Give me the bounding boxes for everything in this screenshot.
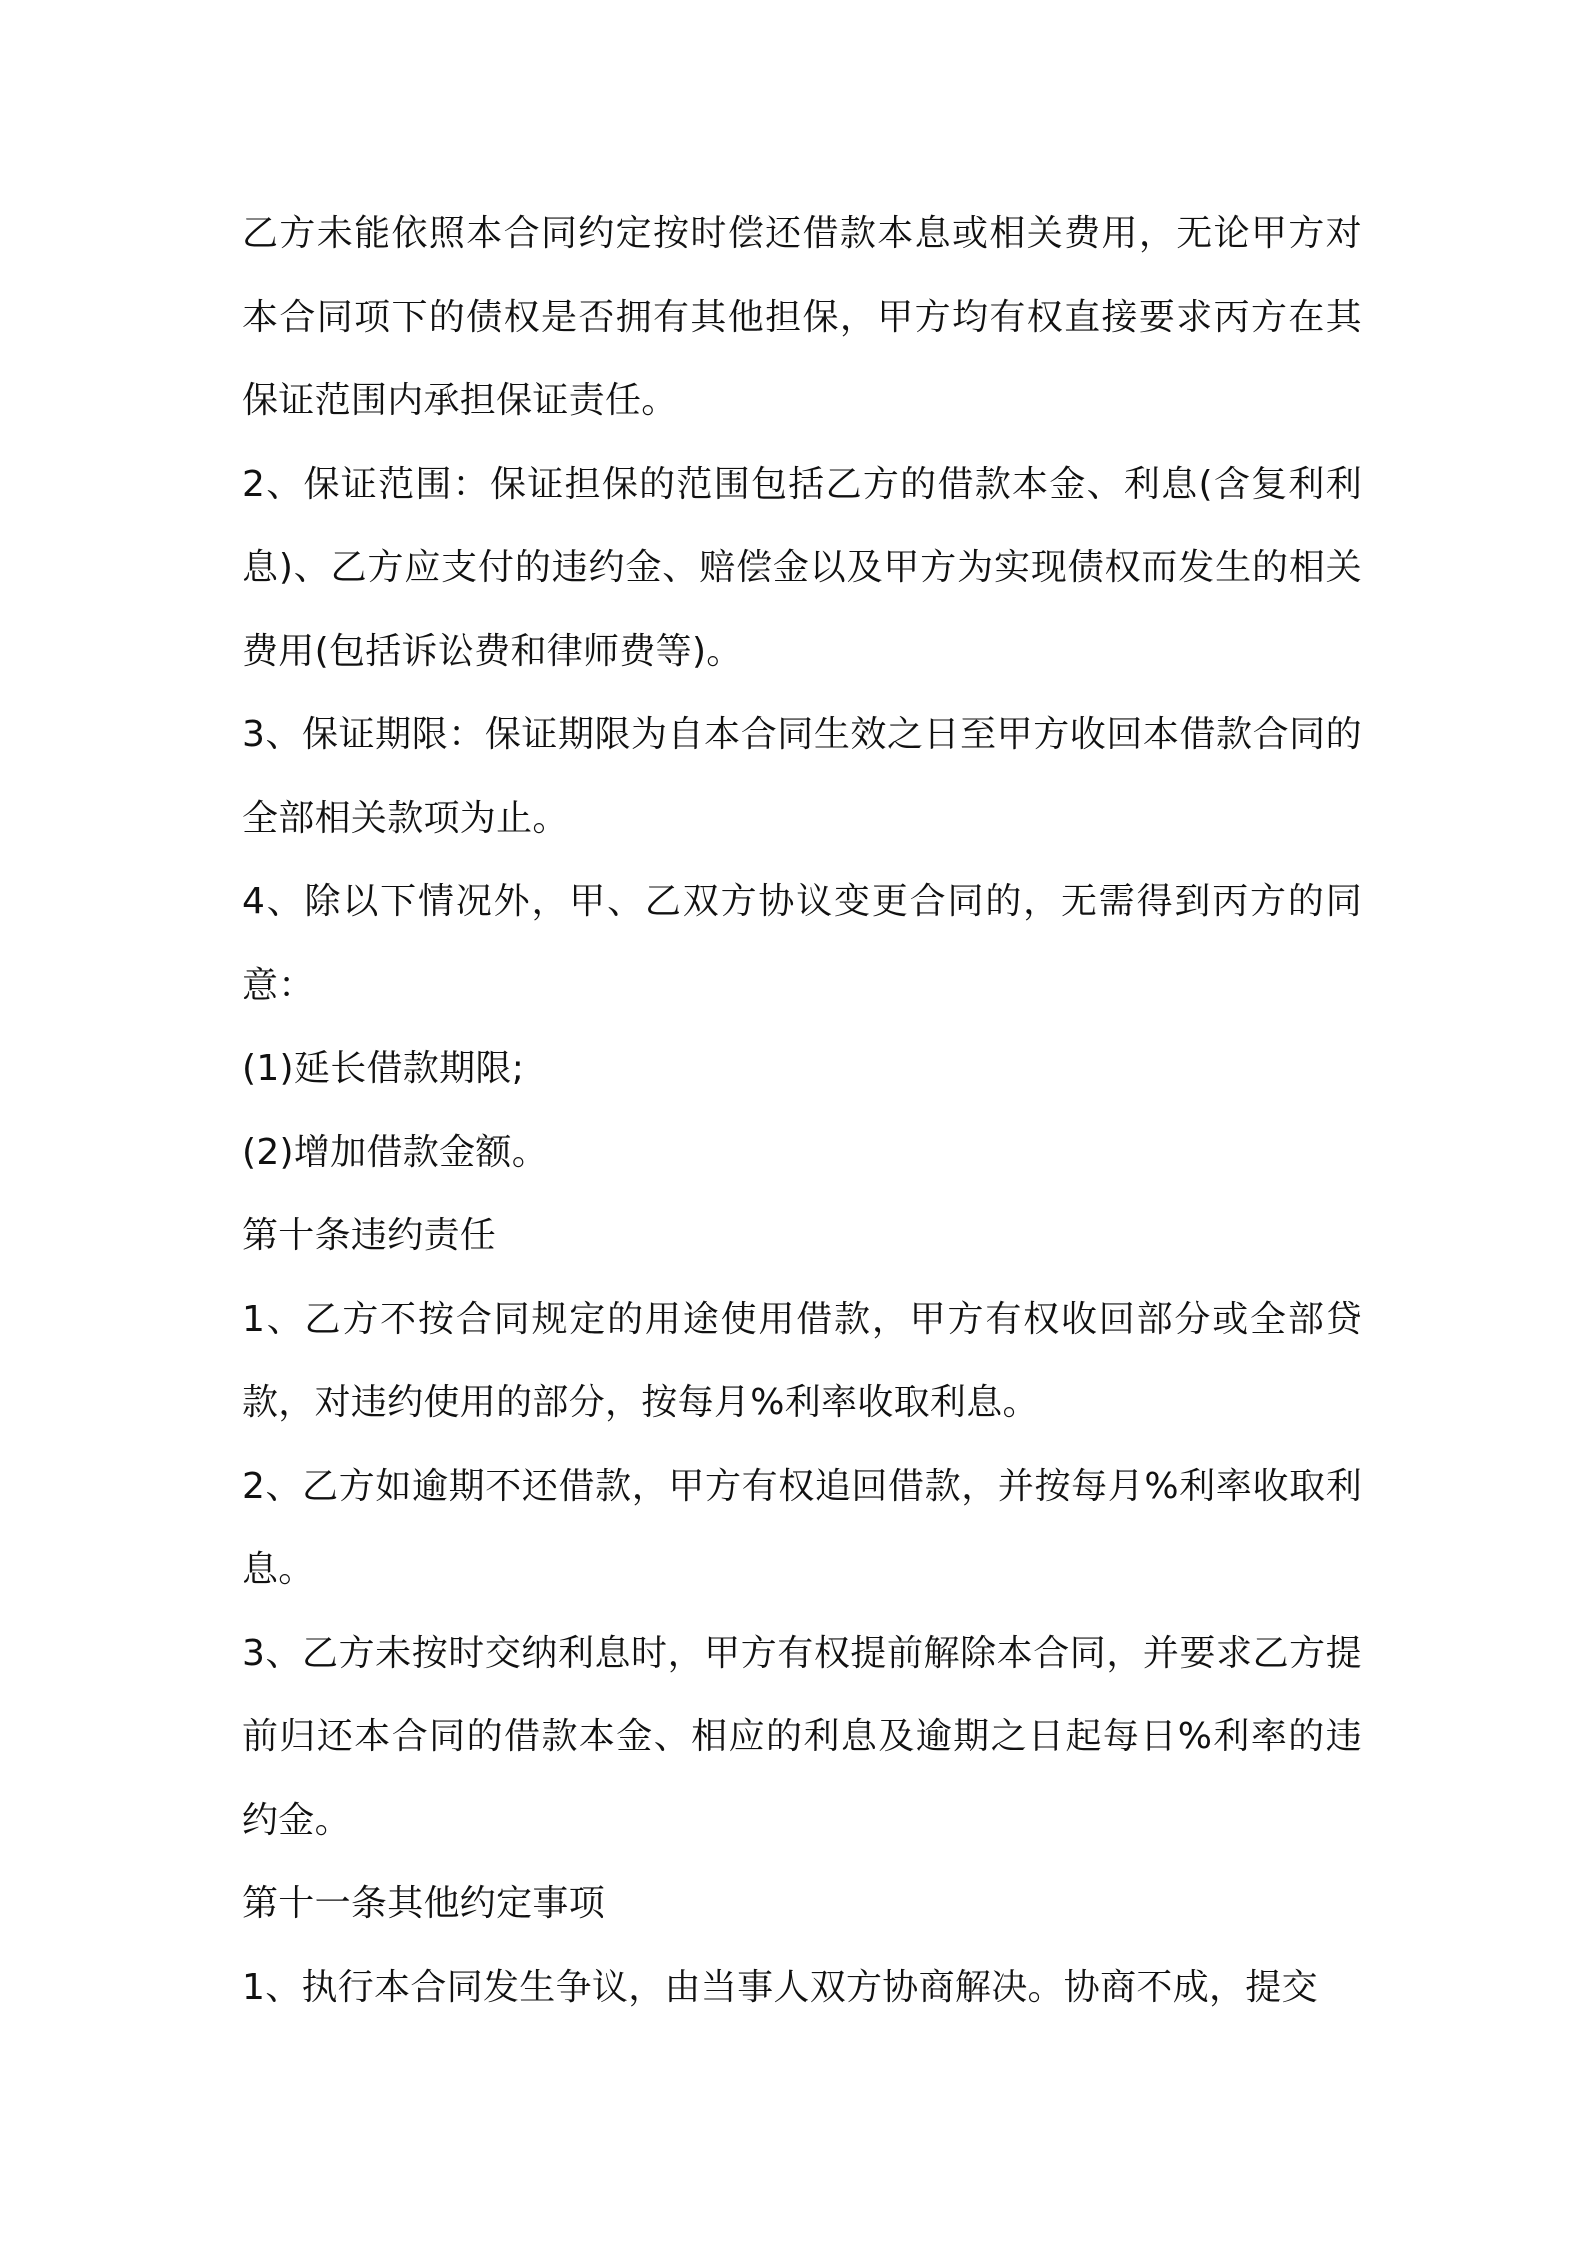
paragraph-dispute-resolution: 1、执行本合同发生争议，由当事人双方协商解决。协商不成，提交 — [242, 1966, 1318, 2008]
paragraph-overdue-repayment: 2、乙方如逾期不还借款，甲方有权追回借款，并按每月%利率收取利息。 — [242, 1465, 1362, 1590]
paragraph-guarantee-period: 3、保证期限：保证期限为自本合同生效之日至甲方收回本借款合同的全部相关款项为止。 — [242, 714, 1362, 839]
paragraph-increase-amount: (2)增加借款金额。 — [242, 1131, 548, 1173]
paragraph-contract-change: 4、除以下情况外，甲、乙双方协议变更合同的，无需得到丙方的同意： — [242, 881, 1362, 1006]
paragraph-late-interest: 3、乙方未按时交纳利息时，甲方有权提前解除本合同，并要求乙方提前归还本合同的借款本金、相应的利息及逾期之日起每日%利率的违约金。 — [242, 1632, 1362, 1841]
document-body — [242, 192, 1362, 2029]
paragraph-guarantee-liability: 乙方未能依照本合同约定按时偿还借款本息或相关费用，无论甲方对本合同项下的债权是否拥有其他担保，甲方均有权直接要求丙方在其保证范围内承担保证责任。 — [242, 213, 1362, 421]
paragraph-extend-term: (1)延长借款期限; — [242, 1048, 525, 1089]
paragraph-guarantee-scope: 2、保证范围：保证担保的范围包括乙方的借款本金、利息(含复利利息)、乙方应支付的违约金、赔偿金以及甲方为实现债权而发生的相关费用(包括诉讼费和律师费等)。 — [242, 463, 1362, 672]
article-10-heading: 第十条违约责任 — [242, 1215, 497, 1256]
article-11-heading: 第十一条其他约定事项 — [242, 1883, 606, 1924]
paragraph-misuse-of-loan: 1、乙方不按合同规定的用途使用借款，甲方有权收回部分或全部贷款，对违约使用的部分，按每月%利率收取利息。 — [242, 1298, 1362, 1423]
